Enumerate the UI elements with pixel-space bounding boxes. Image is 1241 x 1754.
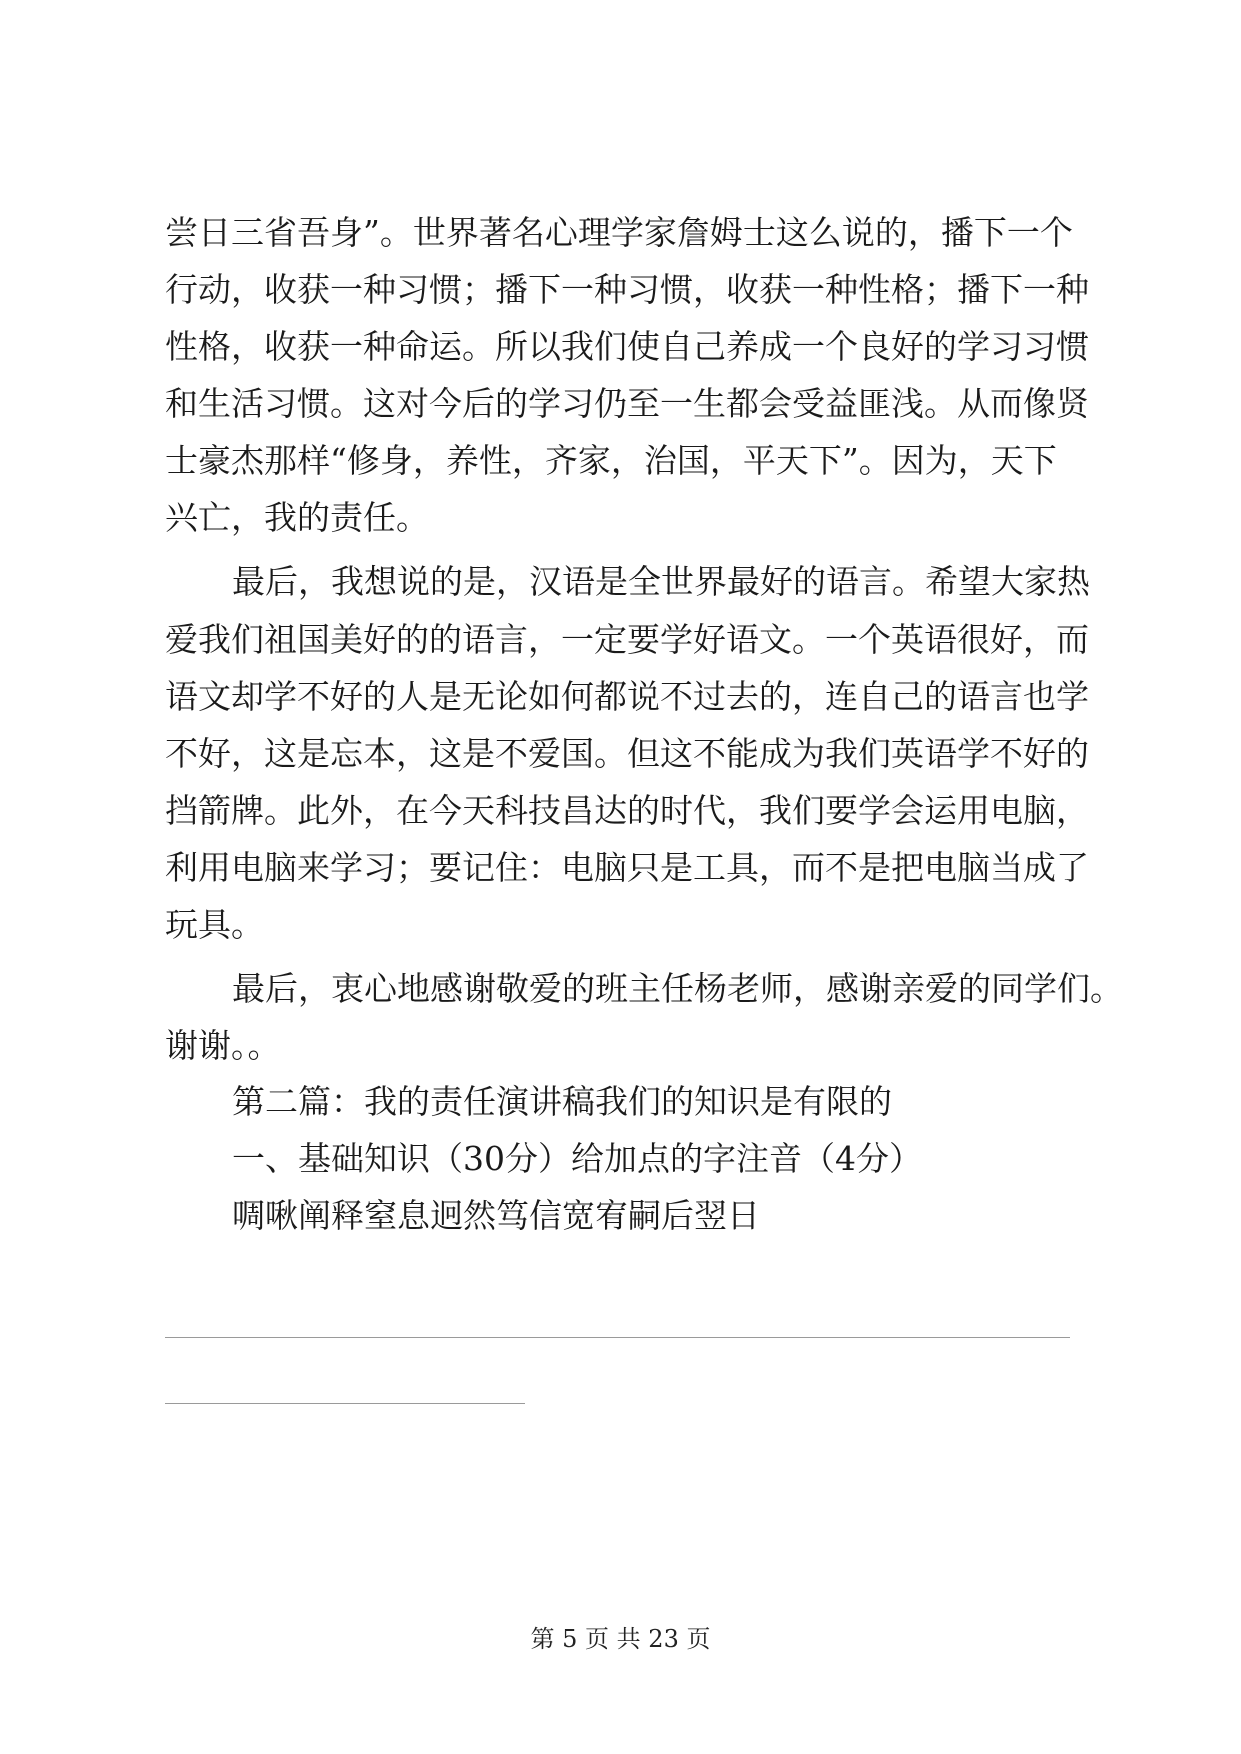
paragraph-line: 不好，这是忘本，这是不爱国。但这不能成为我们英语学不好的 (165, 734, 1089, 773)
question-heading: 一、基础知识（30分）给加点的字注音（4分） (232, 1139, 922, 1178)
paragraph-line: 行动，收获一种习惯；播下一种习惯，收获一种性格；播下一种 (165, 270, 1089, 309)
paragraph-line: 爱我们祖国美好的的语言，一定要学好语文。一个英语很好，而 (165, 620, 1089, 659)
paragraph-line: 语文却学不好的人是无论如何都说不过去的，连自己的语言也学 (165, 677, 1089, 716)
section-heading: 第二篇：我的责任演讲稿我们的知识是有限的 (232, 1082, 892, 1121)
paragraph-line: 利用电脑来学习；要记住：电脑只是工具，而不是把电脑当成了 (165, 848, 1089, 887)
paragraph-line: 士豪杰那样“修身，养性，齐家，治国，平天下”。因为，天下 (165, 441, 1057, 480)
paragraph-line: 挡箭牌。此外，在今天科技昌达的时代，我们要学会运用电脑， (165, 791, 1089, 830)
paragraph-line: 啁啾阐释窒息迥然笃信宽宥嗣后翌日 (232, 1196, 760, 1235)
paragraph-line: 兴亡，我的责任。 (165, 498, 429, 537)
paragraph-line: 最后，衷心地感谢敬爱的班主任杨老师，感谢亲爱的同学们。 (232, 969, 1123, 1008)
page-number: 第 5 页 共 23 页 (530, 1625, 711, 1653)
divider-line-short (165, 1403, 525, 1404)
paragraph-line: 和生活习惯。这对今后的学习仍至一生都会受益匪浅。从而像贤 (165, 384, 1089, 423)
paragraph-line: 尝日三省吾身”。世界著名心理学家詹姆士这么说的，播下一个 (165, 213, 1073, 252)
divider-line (165, 1337, 1070, 1338)
paragraph-line: 玩具。 (165, 905, 264, 944)
paragraph-line: 性格，收获一种命运。所以我们使自己养成一个良好的学习习惯 (165, 327, 1089, 366)
paragraph-line: 最后，我想说的是，汉语是全世界最好的语言。希望大家热 (232, 562, 1090, 601)
paragraph-line: 谢谢。。 (165, 1026, 281, 1065)
